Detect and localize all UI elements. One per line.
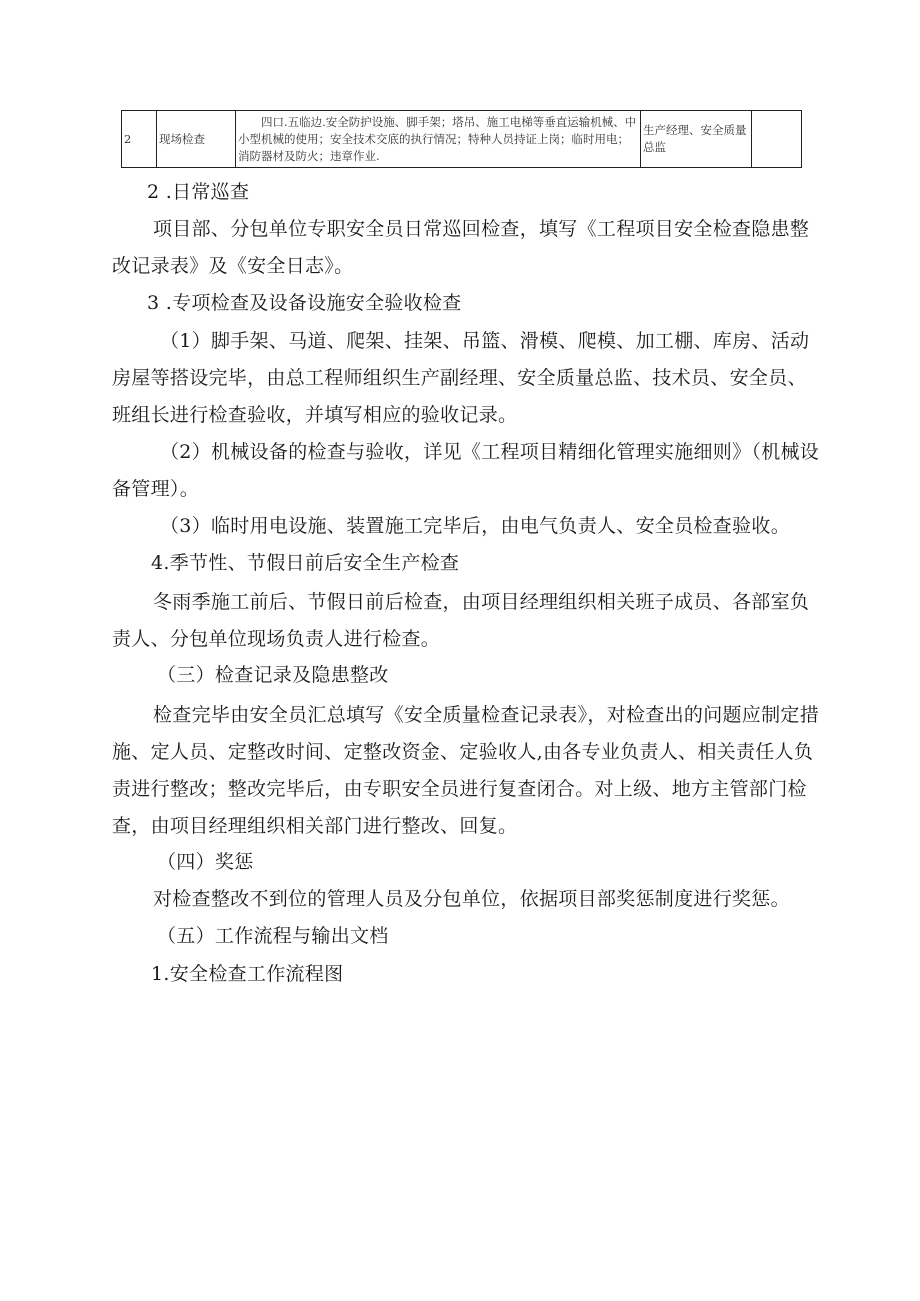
special-inspection-item-2: （2）机械设备的检查与验收，详见《工程项目精细化管理实施细则》（机械设备管理）。 xyxy=(112,441,820,500)
inspection-content-cell: 四口.五临边.安全防护设施、脚手架；塔吊、施工电梯等垂直运输机械、中小型机械的使用；安全技术交底的执行情况；特种人员持证上岗；临时用电；消防器材及防火；违章作业. xyxy=(236,111,641,168)
seasonal-inspection-heading: 4.季节性、节假日前后安全生产检查 xyxy=(151,552,460,574)
workflow-chart-subheading: 1.安全检查工作流程图 xyxy=(151,963,344,985)
special-inspection-heading: 3 .专项检查及设备设施安全验收检查 xyxy=(147,292,462,314)
row-number-cell: 2 xyxy=(122,111,157,168)
special-inspection-item-1: （1）脚手架、马道、爬架、挂架、吊篮、滑模、爬模、加工棚、库房、活动房屋等搭设完毕，由总工程师组织生产副经理、安全质量总监、技术员、安全员、班组长进行检查验收，并填写相应的验收记录。 xyxy=(112,330,810,426)
record-rectification-body: 检查完毕由安全员汇总填写《安全质量检查记录表》，对检查出的问题应制定措施、定人员、定整改时间、定整改资金、定验收人,由各专业负责人、相关责任人负责进行整改；整改完毕后，由专职安全员进行复查闭合。对上级、地方主管部门检查，由项目经理组织相关部门进行整改、回复。 xyxy=(112,704,820,837)
reward-penalty-heading: （四）奖惩 xyxy=(157,851,254,873)
seasonal-inspection-body: 冬雨季施工前后、节假日前后检查，由项目经理组织相关班子成员、各部室负责人、分包单位现场负责人进行检查。 xyxy=(112,591,810,650)
daily-patrol-body: 项目部、分包单位专职安全员日常巡回检查，填写《工程项目安全检查隐患整改记录表》及《安全日志》。 xyxy=(112,218,810,277)
inspection-item-cell: 现场检查 xyxy=(157,111,236,168)
inspection-table xyxy=(121,110,802,168)
special-inspection-item-3: （3）临时用电设施、装置施工完毕后，由电气负责人、安全员检查验收。 xyxy=(160,515,790,537)
table-row xyxy=(122,111,802,168)
record-rectification-heading: （三）检查记录及隐患整改 xyxy=(157,664,389,686)
reward-penalty-body: 对检查整改不到位的管理人员及分包单位，依据项目部奖惩制度进行奖惩。 xyxy=(153,888,790,910)
daily-patrol-heading: 2 .日常巡查 xyxy=(147,181,250,203)
empty-cell xyxy=(752,111,802,168)
workflow-heading: （五）工作流程与输出文档 xyxy=(157,925,389,947)
responsible-person-cell: 生产经理、安全质量总监 xyxy=(641,111,752,168)
